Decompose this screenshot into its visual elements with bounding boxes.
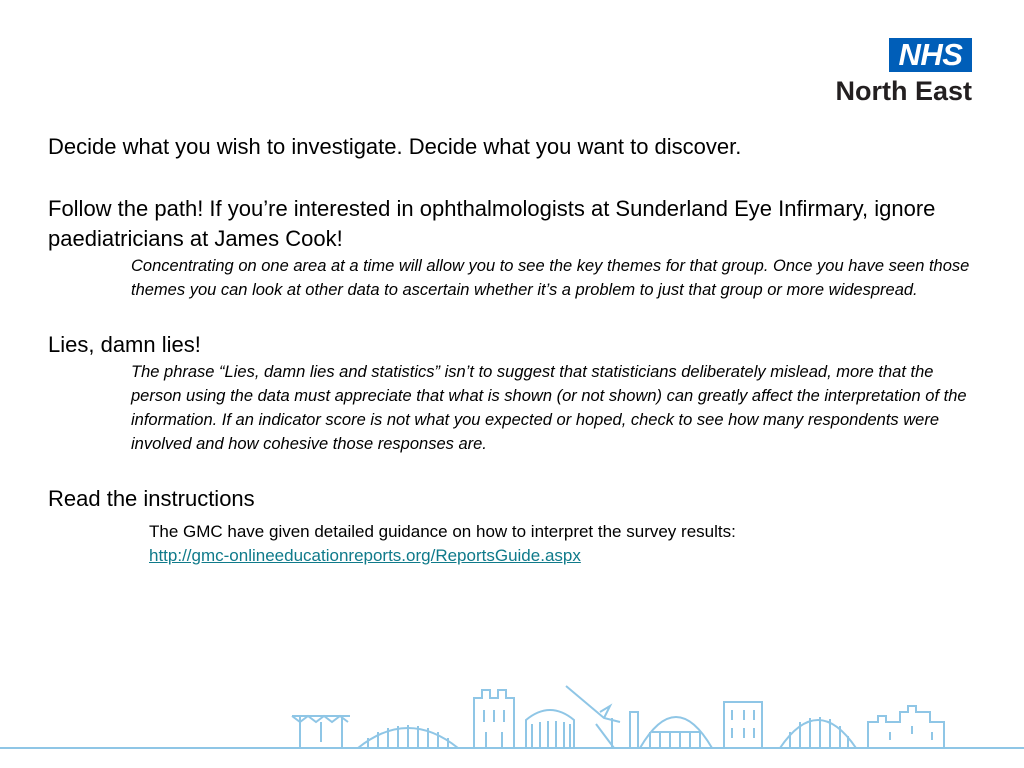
logo-region-name: North East (835, 76, 972, 106)
read-instructions-heading: Read the instructions (48, 486, 255, 511)
read-instructions-text (149, 520, 978, 568)
nhs-north-east-logo (828, 38, 972, 106)
follow-path-heading: Follow the path! If you’re interested in ophthalmologists at Sunderland Eye Infirmary, ignore paediatricians at James Cook! (48, 196, 936, 251)
lies-note: The phrase “Lies, damn lies and statistics” isn’t to suggest that statisticians deliberately mislead, more that the person using the data must appreciate that what is shown (or not shown) can greatly affect the interpretation of the information. If an indicator score is not what you expected or hoped, check to see how many respondents were involved and how cohesive those responses are. (131, 363, 967, 453)
skyline-decoration (0, 676, 1024, 768)
slide-content (48, 132, 978, 568)
reports-guide-link[interactable]: http://gmc-onlineeducationreports.org/ReportsGuide.aspx (149, 546, 581, 565)
lies-heading: Lies, damn lies! (48, 332, 201, 357)
follow-path-note: Concentrating on one area at a time will allow you to see the key themes for that group. Once you have seen those themes you can look at other data to ascertain whether it’s a problem to just that group or more widespread. (131, 257, 970, 299)
guidance-text: The GMC have given detailed guidance on how to interpret the survey results: (149, 522, 736, 541)
intro-text: Decide what you wish to investigate. Decide what you want to discover. (48, 134, 742, 159)
nhs-logo-badge: NHS (889, 38, 972, 72)
